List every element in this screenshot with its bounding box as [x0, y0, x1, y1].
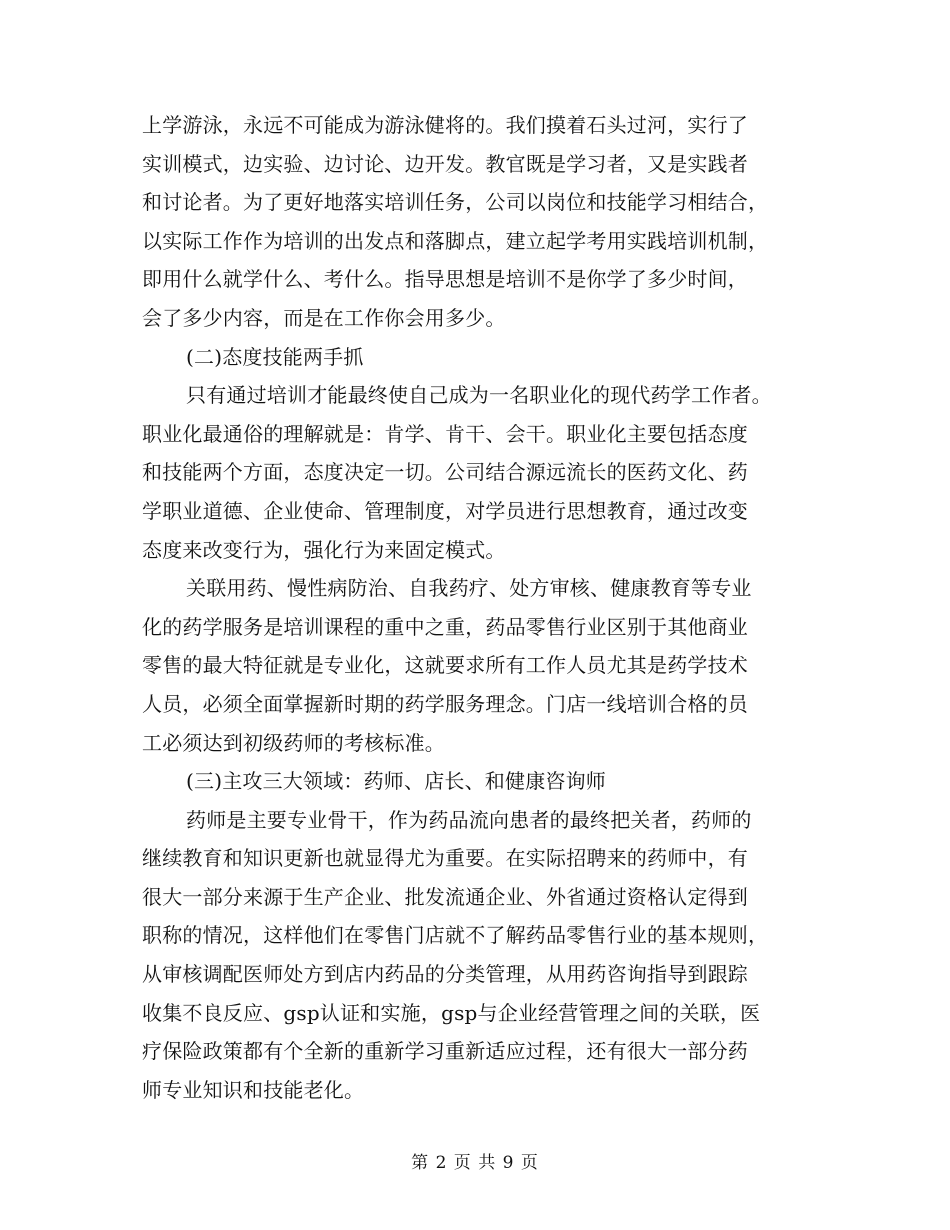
text-line: 态度来改变行为，强化行为来固定模式。 [142, 537, 506, 562]
text-line: 收集不良反应、gsp认证和实施，gsp与企业经营管理之间的关联，医 [142, 1000, 761, 1025]
text-line: 从审核调配医师处方到店内药品的分类管理，从用药咨询指导到跟踪 [142, 962, 748, 987]
text-line: 零售的最大特征就是专业化，这就要求所有工作人员尤其是药学技术 [142, 653, 748, 678]
text-line: 职业化最通俗的理解就是：肯学、肯干、会干。职业化主要包括态度 [142, 421, 748, 446]
text-line: 实训模式，边实验、边讨论、边开发。教官既是学习者，又是实践者 [142, 151, 748, 176]
text-line: 学职业道德、企业使命、管理制度，对学员进行思想教育，通过改变 [142, 498, 748, 523]
page-footer: 第 2 页 共 9 页 [411, 1153, 539, 1173]
text-line: 以实际工作作为培训的出发点和落脚点，建立起学考用实践培训机制， [142, 228, 769, 253]
text-line: 继续教育和知识更新也就显得尤为重要。在实际招聘来的药师中，有 [142, 846, 748, 871]
text-line: 只有通过培训才能最终使自己成为一名职业化的现代药学工作者。 [186, 383, 772, 408]
text-line: 上学游泳，永远不可能成为游泳健将的。我们摸着石头过河，实行了 [142, 113, 748, 137]
text-line: 会了多少内容，而是在工作你会用多少。 [142, 305, 506, 330]
text-line: 药师是主要专业骨干，作为药品流向患者的最终把关者，药师的 [186, 807, 752, 832]
text-line: 关联用药、慢性病防治、自我药疗、处方审核、健康教育等专业 [186, 576, 752, 601]
text-line: (三)主攻三大领域：药师、店长、和健康咨询师 [186, 769, 607, 794]
text-line: 化的药学服务是培训课程的重中之重，药品零售行业区别于其他商业 [142, 614, 748, 639]
document-body [142, 106, 822, 1109]
text-line: 人员，必须全面掌握新时期的药学服务理念。门店一线培训合格的员 [142, 691, 748, 716]
text-line: 职称的情况，这样他们在零售门店就不了解药品零售行业的基本规则， [142, 923, 769, 948]
text-line: 和技能两个方面，态度决定一切。公司结合源远流长的医药文化、药 [142, 460, 748, 485]
text-line: 和讨论者。为了更好地落实培训任务，公司以岗位和技能学习相结合， [142, 190, 769, 215]
text-line: 很大一部分来源于生产企业、批发流通企业、外省通过资格认定得到 [142, 884, 748, 909]
text-line: 即用什么就学什么、考什么。指导思想是培训不是你学了多少时间， [142, 267, 748, 292]
text-line: 工必须达到初级药师的考核标准。 [142, 730, 445, 755]
text-line: (二)态度技能两手抓 [186, 344, 364, 369]
text-line: 师专业知识和技能老化。 [142, 1077, 365, 1102]
text-line: 疗保险政策都有个全新的重新学习重新适应过程，还有很大一部分药 [142, 1039, 748, 1064]
